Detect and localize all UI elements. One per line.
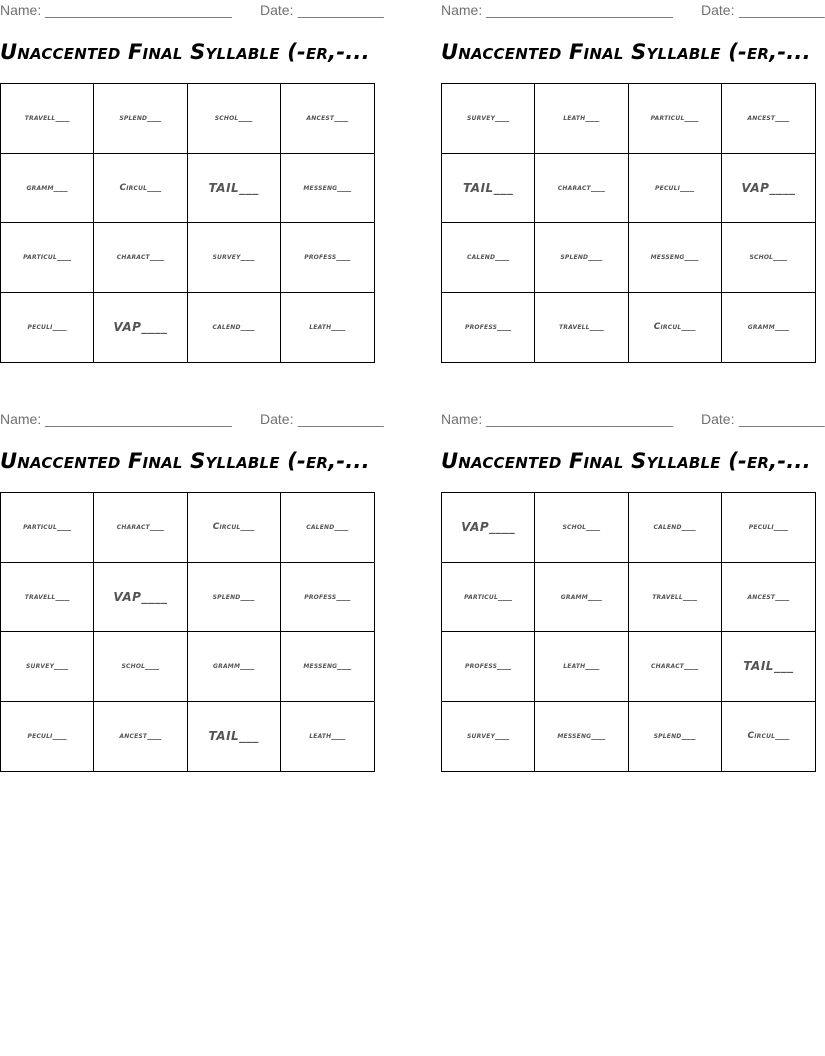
grid-cell: peculi___ — [722, 493, 815, 563]
date-field: ___________ — [298, 2, 384, 18]
grid-cell: splend___ — [535, 223, 628, 293]
grid-cell: Circul___ — [188, 493, 281, 563]
date-label: Date: — [260, 2, 294, 18]
card-header — [0, 411, 384, 429]
grid-cell: particul___ — [1, 493, 94, 563]
word-grid — [0, 83, 375, 363]
grid-cell: schol___ — [188, 84, 281, 154]
word-grid — [441, 83, 816, 363]
grid-cell: TAIL___ — [188, 702, 281, 772]
name-field: ________________________ — [45, 2, 232, 18]
card-header — [441, 2, 825, 20]
word-grid — [441, 492, 816, 772]
grid-cell: ancest___ — [94, 702, 187, 772]
grid-cell: charact___ — [535, 154, 628, 224]
name-field: ________________________ — [486, 2, 673, 18]
grid-cell: charact___ — [629, 632, 722, 702]
grid-cell: particul___ — [629, 84, 722, 154]
name-label: Name: — [441, 411, 483, 427]
grid-cell: schol___ — [722, 223, 815, 293]
grid-cell: ancest___ — [281, 84, 374, 154]
name-label: Name: — [441, 2, 483, 18]
grid-cell: splend___ — [94, 84, 187, 154]
grid-cell: leath___ — [309, 731, 346, 742]
grid-cell: TAIL___ — [722, 632, 815, 702]
grid-cell: Circul___ — [747, 731, 790, 742]
grid-cell: leath___ — [309, 322, 346, 333]
date-field: ___________ — [739, 2, 825, 18]
grid-cell: Circul___ — [629, 293, 722, 363]
card-title: Unaccented Final Syllable (-er,-... — [0, 40, 370, 64]
bingo-card — [441, 0, 825, 380]
grid-cell: gramm___ — [188, 632, 281, 702]
grid-cell: calend___ — [281, 493, 374, 563]
date-label: Date: — [701, 411, 735, 427]
grid-cell: calend___ — [442, 223, 535, 293]
grid-cell: messeng___ — [281, 632, 374, 702]
name-field: ________________________ — [45, 411, 232, 427]
grid-cell: splend___ — [188, 563, 281, 633]
bingo-card — [0, 409, 384, 789]
card-title: Unaccented Final Syllable (-er,-... — [0, 449, 370, 473]
grid-cell: charact___ — [94, 223, 187, 293]
grid-cell: messeng___ — [535, 702, 628, 772]
card-header — [0, 2, 384, 20]
grid-cell: VAP____ — [94, 563, 187, 633]
grid-cell: travell___ — [1, 563, 94, 633]
grid-cell: peculi___ — [1, 293, 94, 363]
grid-cell: survey___ — [188, 223, 281, 293]
grid-cell: messeng___ — [281, 154, 374, 224]
grid-cell: survey___ — [442, 84, 535, 154]
name-label: Name: — [0, 411, 42, 427]
grid-cell: profess___ — [442, 632, 535, 702]
grid-cell: messeng___ — [629, 223, 722, 293]
grid-cell: gramm___ — [747, 322, 789, 333]
grid-cell: gramm___ — [535, 563, 628, 633]
grid-cell: charact___ — [94, 493, 187, 563]
grid-cell: survey___ — [1, 632, 94, 702]
word-grid — [0, 492, 375, 772]
card-header — [441, 411, 825, 429]
grid-cell: profess___ — [442, 293, 535, 363]
grid-cell: profess___ — [281, 223, 374, 293]
grid-cell: schol___ — [94, 632, 187, 702]
grid-cell: TAIL___ — [442, 154, 535, 224]
date-field: ___________ — [298, 411, 384, 427]
grid-cell: travell___ — [1, 84, 94, 154]
grid-cell: calend___ — [629, 493, 722, 563]
name-label: Name: — [0, 2, 42, 18]
name-field: ________________________ — [486, 411, 673, 427]
grid-cell: splend___ — [629, 702, 722, 772]
grid-cell: peculi___ — [1, 702, 94, 772]
grid-cell: ancest___ — [722, 563, 815, 633]
grid-cell: travell___ — [535, 293, 628, 363]
grid-cell: peculi___ — [629, 154, 722, 224]
grid-cell: leath___ — [535, 632, 628, 702]
grid-cell: schol___ — [535, 493, 628, 563]
bingo-card — [441, 409, 825, 789]
card-title: Unaccented Final Syllable (-er,-... — [441, 449, 811, 473]
grid-cell: VAP____ — [722, 154, 815, 224]
grid-cell: calend___ — [188, 293, 281, 363]
grid-cell: particul___ — [1, 223, 94, 293]
date-label: Date: — [260, 411, 294, 427]
card-title: Unaccented Final Syllable (-er,-... — [441, 40, 811, 64]
grid-cell: gramm___ — [1, 154, 94, 224]
date-label: Date: — [701, 2, 735, 18]
grid-cell: TAIL___ — [188, 154, 281, 224]
grid-cell: Circul___ — [94, 154, 187, 224]
grid-cell: VAP____ — [94, 293, 187, 363]
grid-cell: leath___ — [535, 84, 628, 154]
grid-cell: travell___ — [629, 563, 722, 633]
grid-cell: ancest___ — [722, 84, 815, 154]
grid-cell: particul___ — [442, 563, 535, 633]
grid-cell: survey___ — [442, 702, 535, 772]
grid-cell: VAP____ — [442, 493, 535, 563]
grid-cell: profess___ — [281, 563, 374, 633]
bingo-card — [0, 0, 384, 380]
date-field: ___________ — [739, 411, 825, 427]
